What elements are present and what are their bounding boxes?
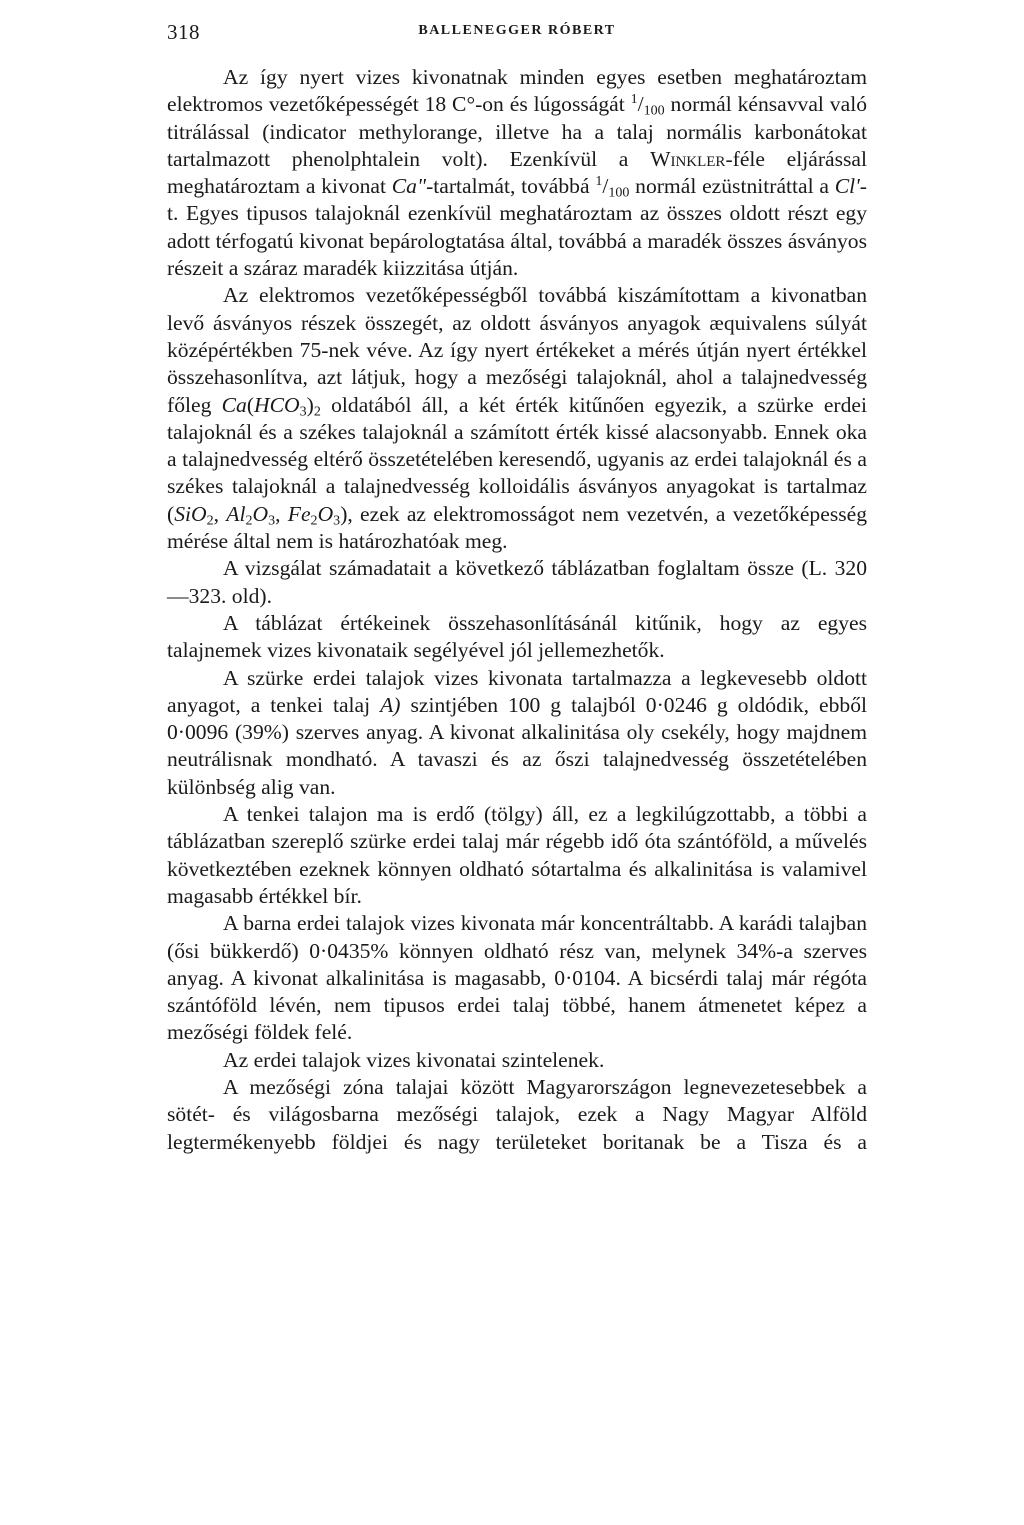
subscript: 2 — [310, 512, 318, 529]
page-number: 318 — [167, 20, 200, 44]
superscript: 1 — [630, 91, 638, 108]
italic-formula: Fe — [287, 501, 311, 526]
paragraph — [167, 910, 867, 1046]
subscript: 2 — [206, 512, 214, 529]
italic-formula: Ca — [221, 392, 247, 417]
subscript: 3 — [299, 403, 307, 420]
italic-formula: SiO — [174, 501, 207, 526]
text-run: -t. Egyes tipusos talajoknál ezenkívül meghatároztam az összes oldott részt egy adott térfogatú kivonat bepárologtatása által, továbbá a maradék összes ásványos részeit a száraz maradék kiizzitása útján. — [167, 174, 867, 281]
italic-formula: HCO — [254, 392, 300, 417]
small-caps-name: Winkler — [650, 146, 726, 171]
running-head: BALLENEGGER RÓBERT — [418, 23, 616, 38]
text-run: szintjében 100 g talajból 0·0246 g oldódik, ebből 0·0096 (39%) szerves anyag. A kivonat alkalinitása oly csekély, hogy majdnem neutrálisnak mondható. A tavaszi és az őszi talajnedvesség összetételében különbség alig van. — [167, 692, 867, 799]
text-run: -féle eljárással meghatároztam a kivonat — [167, 146, 867, 199]
text-run: A tenkei talajon ma is erdő (tölgy) áll, ez a legkilúgzottabb, a többi a táblázatban szereplő szürke erdei talaj már régebb idő óta szántóföld, a művelés következtében ezeknek könnyen oldható sótartalma és alkalinitása is valamivel magasabb értékkel bír. — [167, 802, 867, 908]
subscript: 2 — [245, 512, 253, 529]
italic-formula: O — [252, 501, 269, 526]
text-run: / — [637, 92, 644, 117]
text-run: normál ezüstnitráttal a — [629, 174, 835, 199]
text-run: Az így nyert vizes kivonatnak minden egyes esetben meghatároztam elektromos vezetőképességét 18 C°-on és lúgosságát — [167, 65, 867, 117]
italic-formula: Ca" — [391, 174, 427, 199]
subscript: 3 — [333, 512, 341, 529]
paragraph — [167, 555, 867, 610]
italic-formula: Cl' — [834, 174, 860, 199]
text-run: ) — [306, 392, 314, 417]
text-run: Az erdei talajok vizes kivonatai szintelenek. — [223, 1047, 605, 1072]
text-run: / — [602, 174, 609, 199]
text-run: A barna erdei talajok vizes kivonata már koncentráltabb. A karádi talajban (ősi bükkerdő) 0·0435% könnyen oldható rész van, melynek 34%-a szerves anyag. A kivonat alkalinitása is magasabb, 0·0104. A bicsérdi talaj már régóta szántóföld lévén, nem tipusos erdei talaj többé, hanem átmenetet képez a mezőségi földek felé. — [167, 911, 867, 1045]
text-run: A táblázat értékeinek összehasonlításánál kitűnik, hogy az egyes talajnemek vizes kivonataik segélyével jól jellemezhetők. — [167, 610, 867, 663]
text-run: normál kénsavval való titrálással (indicator methylorange, illetve ha a talaj normális karbonátokat tartalmazott phenolphtalein volt). Ezenkívül a — [167, 92, 867, 171]
text-run: A vizsgálat számadatait a következő táblázatban foglaltam össze (L. 320—323. old). — [167, 556, 867, 608]
text-run: , — [275, 501, 288, 526]
italic-formula: Al — [226, 501, 246, 526]
paragraph — [167, 610, 867, 665]
text-run: oldatából áll, a két érték kitűnően egyezik, a szürke erdei talajoknál és a székes talajoknál a számított érték kissé alacsonyabb. Ennek oka a talajnedvesség eltérő összetételében keresendő, ugyanis az erdei talajoknál és a székes talajoknál a talajnedvesség kolloidális ásványos anyagokat is tartalmaz ( — [167, 392, 867, 526]
text-run: ), ezek az elektromosságot nem vezetvén, a vezetőképesség mérése által nem is határozhatóak meg. — [167, 501, 868, 554]
text-run: A mezőségi zóna talajai között Magyarországon legnevezetesebbek a sötét- és világosbarna mezőségi talajok, ezek a Nagy Magyar Alföld legtermékenyebb földjei és nagy területeket boritanak be a Tisza és a — [167, 1074, 867, 1154]
subscript: 2 — [313, 403, 321, 420]
page-header — [167, 20, 867, 46]
paragraph — [167, 665, 867, 801]
text-run: ( — [246, 392, 255, 417]
body-text — [167, 64, 867, 1156]
paragraph — [167, 1074, 867, 1156]
paragraph — [167, 282, 867, 555]
superscript: 1 — [595, 173, 603, 189]
subscript: 100 — [608, 184, 630, 201]
subscript: 100 — [643, 102, 665, 119]
text-run: Az elektromos vezetőképességből továbbá kiszámítottam a kivonatban levő ásványos részek összegét, az oldott ásványos anyagok æquivalens súlyát középértékben 75-nek véve. Az így nyert értékeket a mérés útján nyert értékkel összehasonlítva, azt látjuk, hogy a mezőségi talajoknál, ahol a talajnedvesség főleg — [167, 283, 867, 417]
subscript: 3 — [268, 512, 276, 529]
italic-formula: O — [317, 501, 334, 526]
paragraph — [167, 64, 867, 282]
paragraph — [167, 1047, 867, 1074]
text-run: , — [213, 501, 227, 526]
italic-formula: A) — [380, 692, 401, 717]
text-run: A szürke erdei talajok vizes kivonata tartalmazza a legkevesebb oldott anyagot, a tenkei talaj — [167, 665, 867, 717]
paragraph — [167, 801, 867, 910]
text-run: -tartalmát, továbbá — [426, 174, 596, 199]
